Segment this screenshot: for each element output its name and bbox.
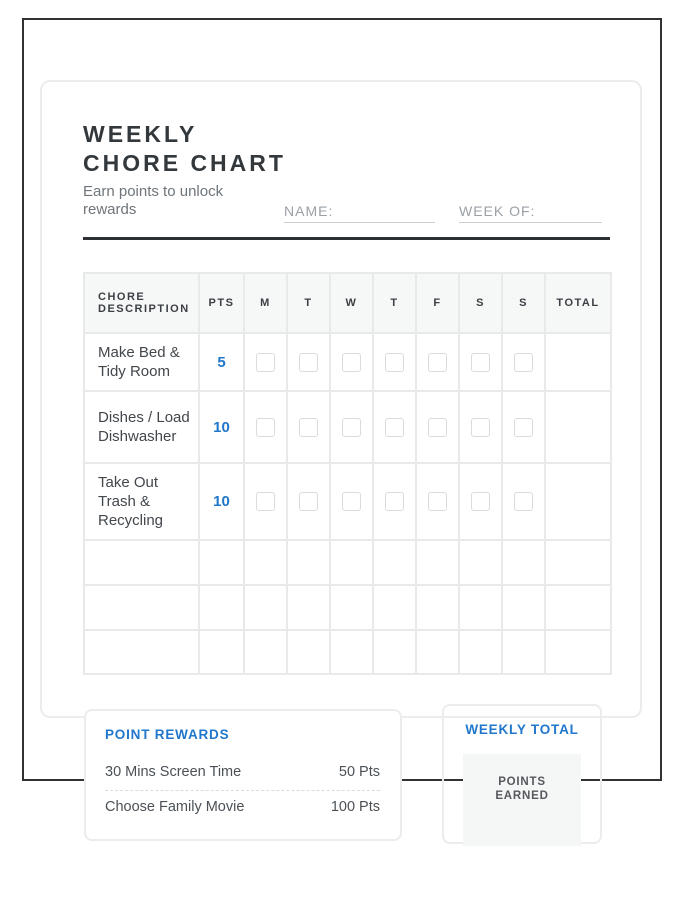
day-checkbox[interactable] xyxy=(299,492,318,511)
weekly-total-heading: WEEKLY TOTAL xyxy=(465,722,579,737)
reward-row xyxy=(105,791,380,815)
chore-description-cell: Take Out Trash & Recycling xyxy=(84,463,199,540)
name-field-label: NAME: xyxy=(284,203,334,219)
header-day-monday: M xyxy=(244,273,287,333)
points-cell xyxy=(199,630,244,674)
header-day-thursday: T xyxy=(373,273,416,333)
points-cell xyxy=(199,540,244,585)
day-checkbox[interactable] xyxy=(514,353,533,372)
day-checkbox[interactable] xyxy=(342,418,361,437)
header-day-tuesday: T xyxy=(287,273,330,333)
header-day-wednesday: W xyxy=(330,273,373,333)
header-total: TOTAL xyxy=(545,273,611,333)
day-checkbox[interactable] xyxy=(299,418,318,437)
week-of-field-label: WEEK OF: xyxy=(459,203,536,219)
total-cell xyxy=(545,630,611,674)
total-cell xyxy=(545,333,611,391)
header-divider xyxy=(83,237,610,240)
points-earned-label-line1: POINTS xyxy=(498,776,546,788)
day-checkbox[interactable] xyxy=(471,353,490,372)
reward-label: 30 Mins Screen Time xyxy=(105,764,242,780)
weekly-total-box xyxy=(442,704,602,844)
day-checkbox[interactable] xyxy=(256,492,275,511)
table-row xyxy=(84,333,611,391)
reward-points: 100 Pts xyxy=(330,799,380,815)
day-checkbox[interactable] xyxy=(256,353,275,372)
page-title xyxy=(83,120,286,178)
total-cell xyxy=(545,540,611,585)
day-checkbox[interactable] xyxy=(514,418,533,437)
points-cell: 5 xyxy=(199,333,244,391)
page-subtitle: Earn points to unlock rewards xyxy=(83,183,224,218)
reward-label: Choose Family Movie xyxy=(105,799,245,815)
points-earned-label-line2: EARNED xyxy=(495,790,549,802)
day-checkbox[interactable] xyxy=(385,492,404,511)
day-checkbox[interactable] xyxy=(471,492,490,511)
point-rewards-heading: POINT REWARDS xyxy=(105,727,230,742)
page-title-line1: WEEKLY xyxy=(83,121,198,147)
day-checkbox[interactable] xyxy=(299,353,318,372)
table-row xyxy=(84,463,611,540)
point-rewards-box xyxy=(84,709,402,841)
day-checkbox[interactable] xyxy=(514,492,533,511)
table-row xyxy=(84,630,611,674)
points-cell xyxy=(199,585,244,630)
chore-description-cell xyxy=(84,585,199,630)
chore-description-cell: Make Bed & Tidy Room xyxy=(84,333,199,391)
points-cell: 10 xyxy=(199,463,244,540)
reward-points: 50 Pts xyxy=(338,764,380,780)
header-pts: PTS xyxy=(199,273,244,333)
header-day-sunday: S xyxy=(502,273,545,333)
table-row xyxy=(84,540,611,585)
table-row xyxy=(84,585,611,630)
chore-description-cell: Dishes / Load Dishwasher xyxy=(84,391,199,463)
total-cell xyxy=(545,463,611,540)
day-checkbox[interactable] xyxy=(256,418,275,437)
table-header-row xyxy=(84,273,611,333)
points-earned-box xyxy=(463,754,581,846)
day-checkbox[interactable] xyxy=(471,418,490,437)
day-checkbox[interactable] xyxy=(428,418,447,437)
day-checkbox[interactable] xyxy=(385,418,404,437)
day-checkbox[interactable] xyxy=(428,353,447,372)
chore-table xyxy=(83,272,612,675)
total-cell xyxy=(545,585,611,630)
total-cell xyxy=(545,391,611,463)
day-checkbox[interactable] xyxy=(428,492,447,511)
reward-row xyxy=(105,764,380,791)
header-chore-description: CHORE DESCRIPTION xyxy=(84,273,199,333)
table-row xyxy=(84,391,611,463)
name-field[interactable] xyxy=(284,200,435,223)
points-cell: 10 xyxy=(199,391,244,463)
header-day-friday: F xyxy=(416,273,459,333)
chore-description-cell xyxy=(84,540,199,585)
chore-description-cell xyxy=(84,630,199,674)
page-title-line2: CHORE CHART xyxy=(83,150,286,176)
day-checkbox[interactable] xyxy=(385,353,404,372)
day-checkbox[interactable] xyxy=(342,353,361,372)
week-of-field[interactable] xyxy=(459,200,602,223)
chore-chart-card xyxy=(40,80,642,718)
day-checkbox[interactable] xyxy=(342,492,361,511)
header-day-saturday: S xyxy=(459,273,502,333)
